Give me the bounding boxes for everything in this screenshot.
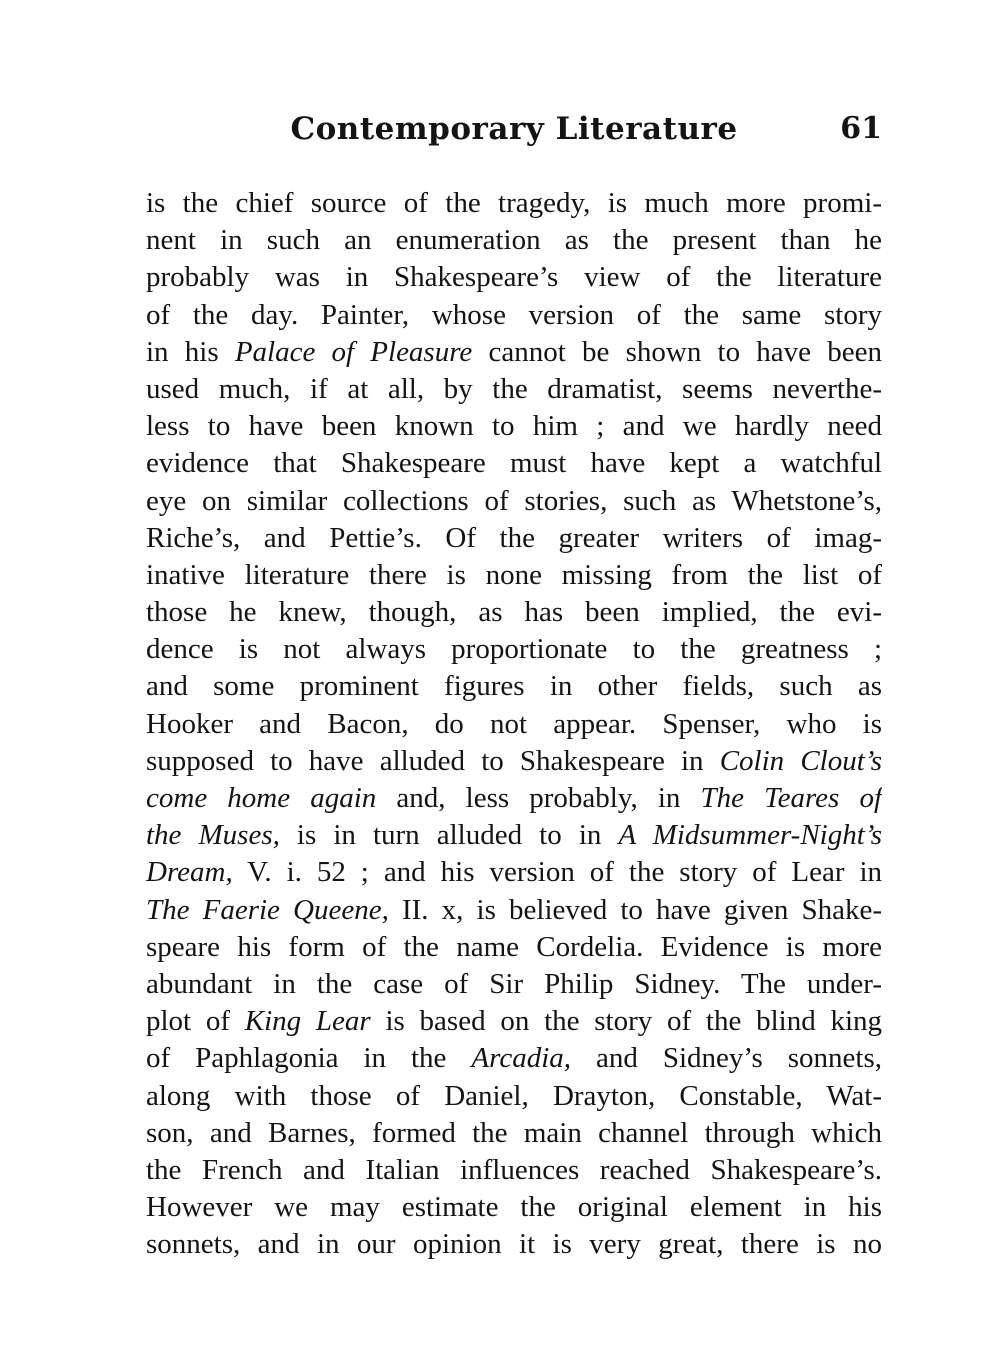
text-line: of Paphlagonia in the Arcadia, and Sidney’s sonnets, <box>146 1042 882 1075</box>
text-line: come home again and, less probably, in The Teares of <box>146 782 882 814</box>
italic-title: The Teares of <box>700 782 882 814</box>
running-title: Contemporary Literature <box>290 111 738 147</box>
text-line: However we may estimate the original element in his <box>146 1191 882 1224</box>
page-number: 61 <box>840 111 882 146</box>
text-line: in his Palace of Pleasure cannot be shown to have been <box>146 335 882 368</box>
text-line: less to have been known to him ; and we hardly need <box>146 410 882 443</box>
text-line: The Faerie Queene, II. x, is believed to have given Shake- <box>146 893 882 926</box>
italic-title: Palace of Pleasure <box>234 335 473 368</box>
italic-title: A Midsummer-Night’s <box>618 819 882 852</box>
text-line: speare his form of the name Cordelia. Evidence is more <box>146 930 882 963</box>
text-line: along with those of Daniel, Drayton, Constable, Wat- <box>146 1079 882 1112</box>
italic-title: Dream, <box>146 856 233 889</box>
italic-title: Arcadia, <box>471 1042 572 1075</box>
italic-title: Colin Clout’s <box>719 744 882 777</box>
italic-title: come home again <box>146 782 377 814</box>
text-line: those he knew, though, as has been implied, the evi- <box>146 596 882 629</box>
text-line: nent in such an enumeration as the present than he <box>146 224 882 257</box>
text-line: used much, if at all, by the dramatist, seems neverthe- <box>146 372 882 405</box>
text-line: supposed to have alluded to Shakespeare in Colin Clout’s <box>146 744 882 777</box>
italic-title: the Muses, <box>146 819 280 852</box>
text-line: son, and Barnes, formed the main channel through which <box>146 1116 882 1149</box>
body-text <box>146 185 882 1263</box>
text-line: the French and Italian influences reached Shakespeare’s. <box>146 1153 882 1186</box>
text-line: dence is not always proportionate to the greatness ; <box>146 633 882 666</box>
text-line: evidence that Shakespeare must have kept a watchful <box>146 447 882 480</box>
text-line: probably was in Shakespeare’s view of the literature <box>146 261 882 294</box>
text-line: Riche’s, and Pettie’s. Of the greater writers of imag- <box>146 521 882 554</box>
italic-title: King Lear <box>244 1005 371 1038</box>
text-line: eye on similar collections of stories, such as Whetstone’s, <box>146 484 882 517</box>
italic-title: The Faerie Queene, <box>146 893 389 926</box>
running-head <box>146 103 882 157</box>
text-line: sonnets, and in our opinion it is very great, there is no <box>146 1228 882 1261</box>
text-line: plot of King Lear is based on the story of the blind king <box>146 1005 882 1038</box>
text-line: Dream, V. i. 52 ; and his version of the story of Lear in <box>146 856 882 889</box>
text-line: is the chief source of the tragedy, is much more promi- <box>146 187 882 219</box>
text-line: and some prominent figures in other fields, such as <box>146 670 882 703</box>
text-line: inative literature there is none missing from the list of <box>146 558 882 591</box>
text-line: abundant in the case of Sir Philip Sidney. The under- <box>146 967 882 1000</box>
text-line: Hooker and Bacon, do not appear. Spenser, who is <box>146 707 882 740</box>
text-line: the Muses, is in turn alluded to in A Midsummer-Night’s <box>146 819 882 852</box>
text-line: of the day. Painter, whose version of the same story <box>146 298 882 331</box>
